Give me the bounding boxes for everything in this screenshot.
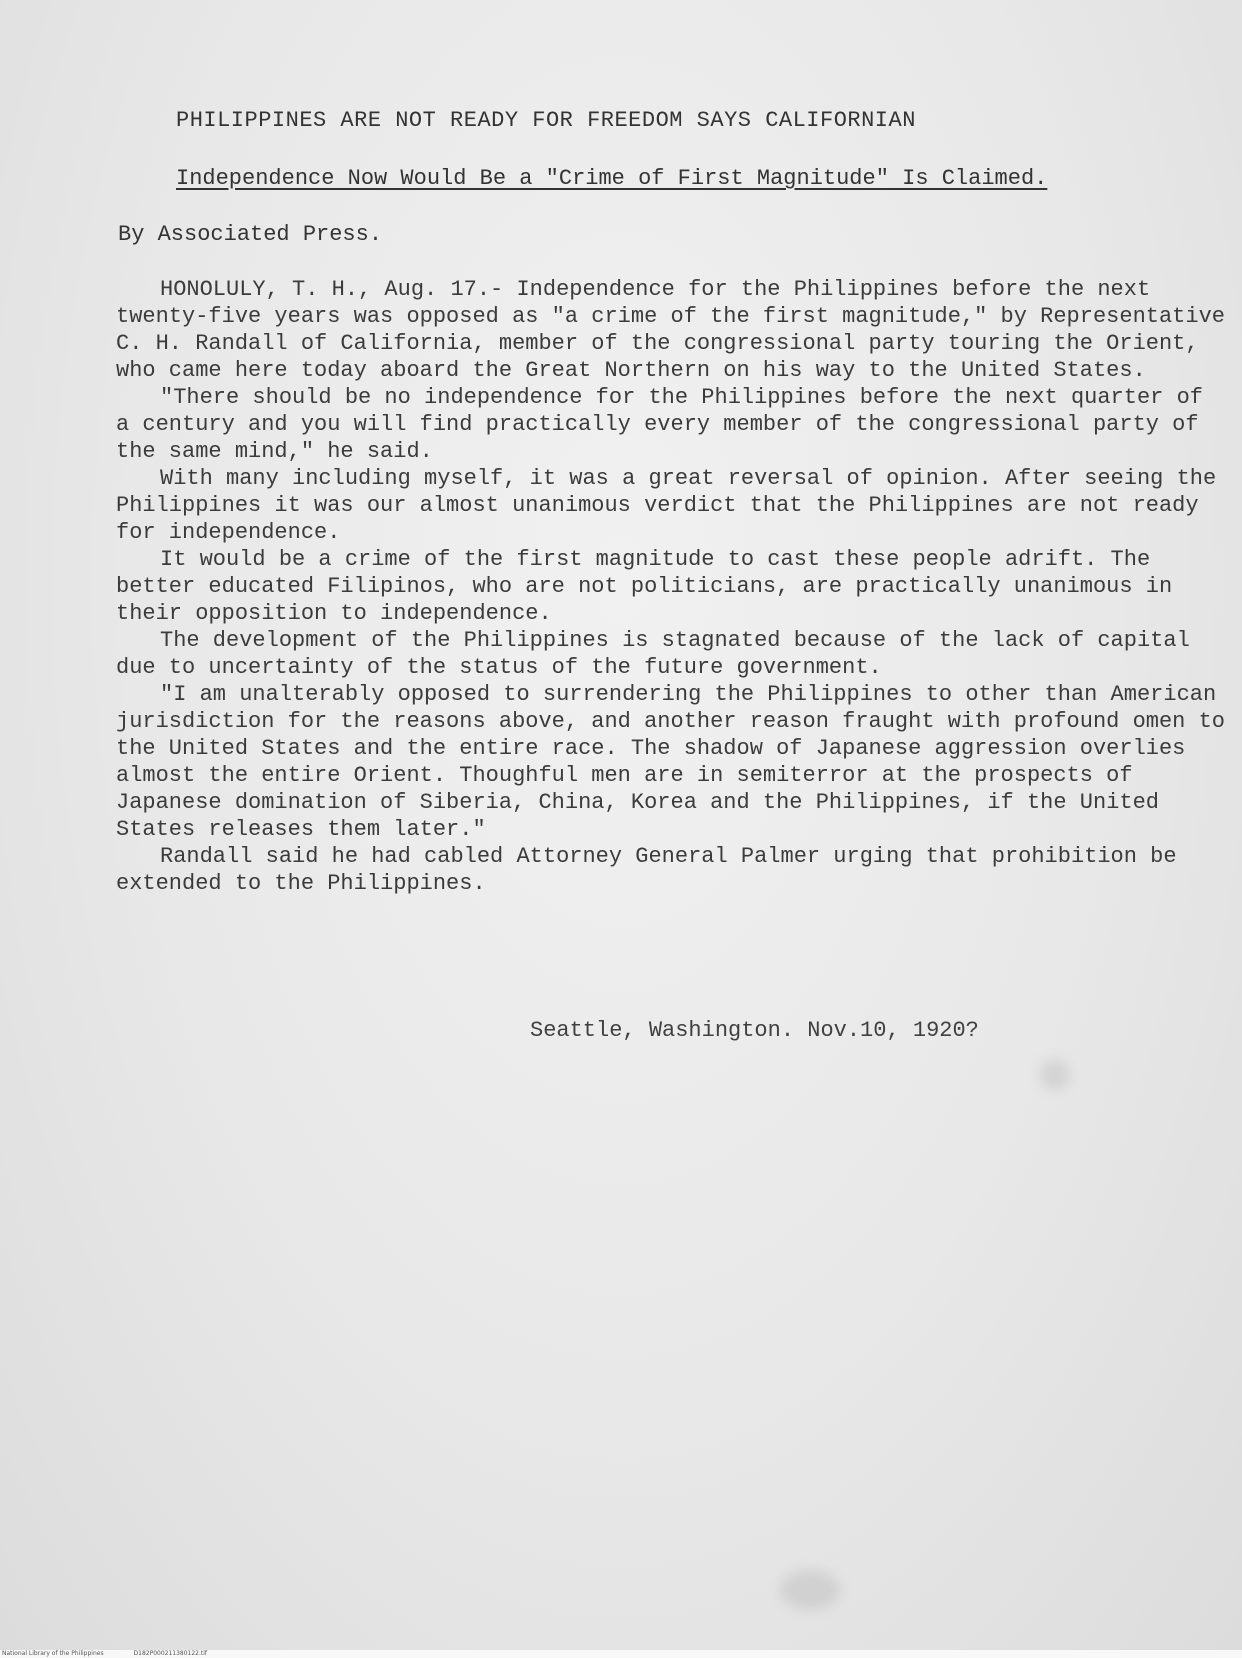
paragraph: HONOLULY, T. H., Aug. 17.- Independence for the Philippines before the next twenty-five years was opposed as "a crime of the first magnitude," by Representative C. H. Randall of California, member of the congressional party touring the Orient, who came here today aboard the Great Northern on his way to the United States.: [116, 277, 1225, 383]
scan-footer: [0, 1650, 1242, 1658]
subheadline: Independence Now Would Be a "Crime of First Magnitude" Is Claimed.: [176, 166, 1048, 191]
footer-file-name: D182P000211380122.tif: [133, 1650, 208, 1657]
dateline-signoff: Seattle, Washington. Nov.10, 1920?: [530, 1018, 979, 1043]
paper-smudge: [780, 1570, 840, 1610]
paragraph: It would be a crime of the first magnitude to cast these people adrift. The better educated Filipinos, who are not politicians, are practically unanimous in their opposition to independence.: [116, 547, 1173, 626]
paragraph: "There should be no independence for the Philippines before the next quarter of a century and you will find practically every member of the congressional party of the same mind," he said.: [116, 385, 1203, 464]
paragraph: Randall said he had cabled Attorney General Palmer urging that prohibition be extended to the Philippines.: [116, 844, 1177, 896]
article-body: [116, 276, 1226, 897]
paragraph: The development of the Philippines is stagnated because of the lack of capital due to uncertainty of the status of the future government.: [116, 628, 1190, 680]
byline: By Associated Press.: [118, 222, 383, 247]
paragraph: With many including myself, it was a great reversal of opinion. After seeing the Philippines it was our almost unanimous verdict that the Philippines are not ready for independence.: [116, 466, 1217, 545]
paper-smudge: [1040, 1060, 1070, 1090]
paragraph: "I am unalterably opposed to surrendering the Philippines to other than American jurisdiction for the reasons above, and another reason fraught with profound omen to the United States and the entire race. The shadow of Japanese aggression overlies almost the entire Orient. Thoughful men are in semiterror at the prospects of Japanese domination of Siberia, China, Korea and the Philippines, if the United States releases them later.": [116, 682, 1225, 842]
footer-institution: National Library of the Philippines: [2, 1650, 104, 1657]
headline: PHILIPPINES ARE NOT READY FOR FREEDOM SAYS CALIFORNIAN: [176, 108, 916, 133]
